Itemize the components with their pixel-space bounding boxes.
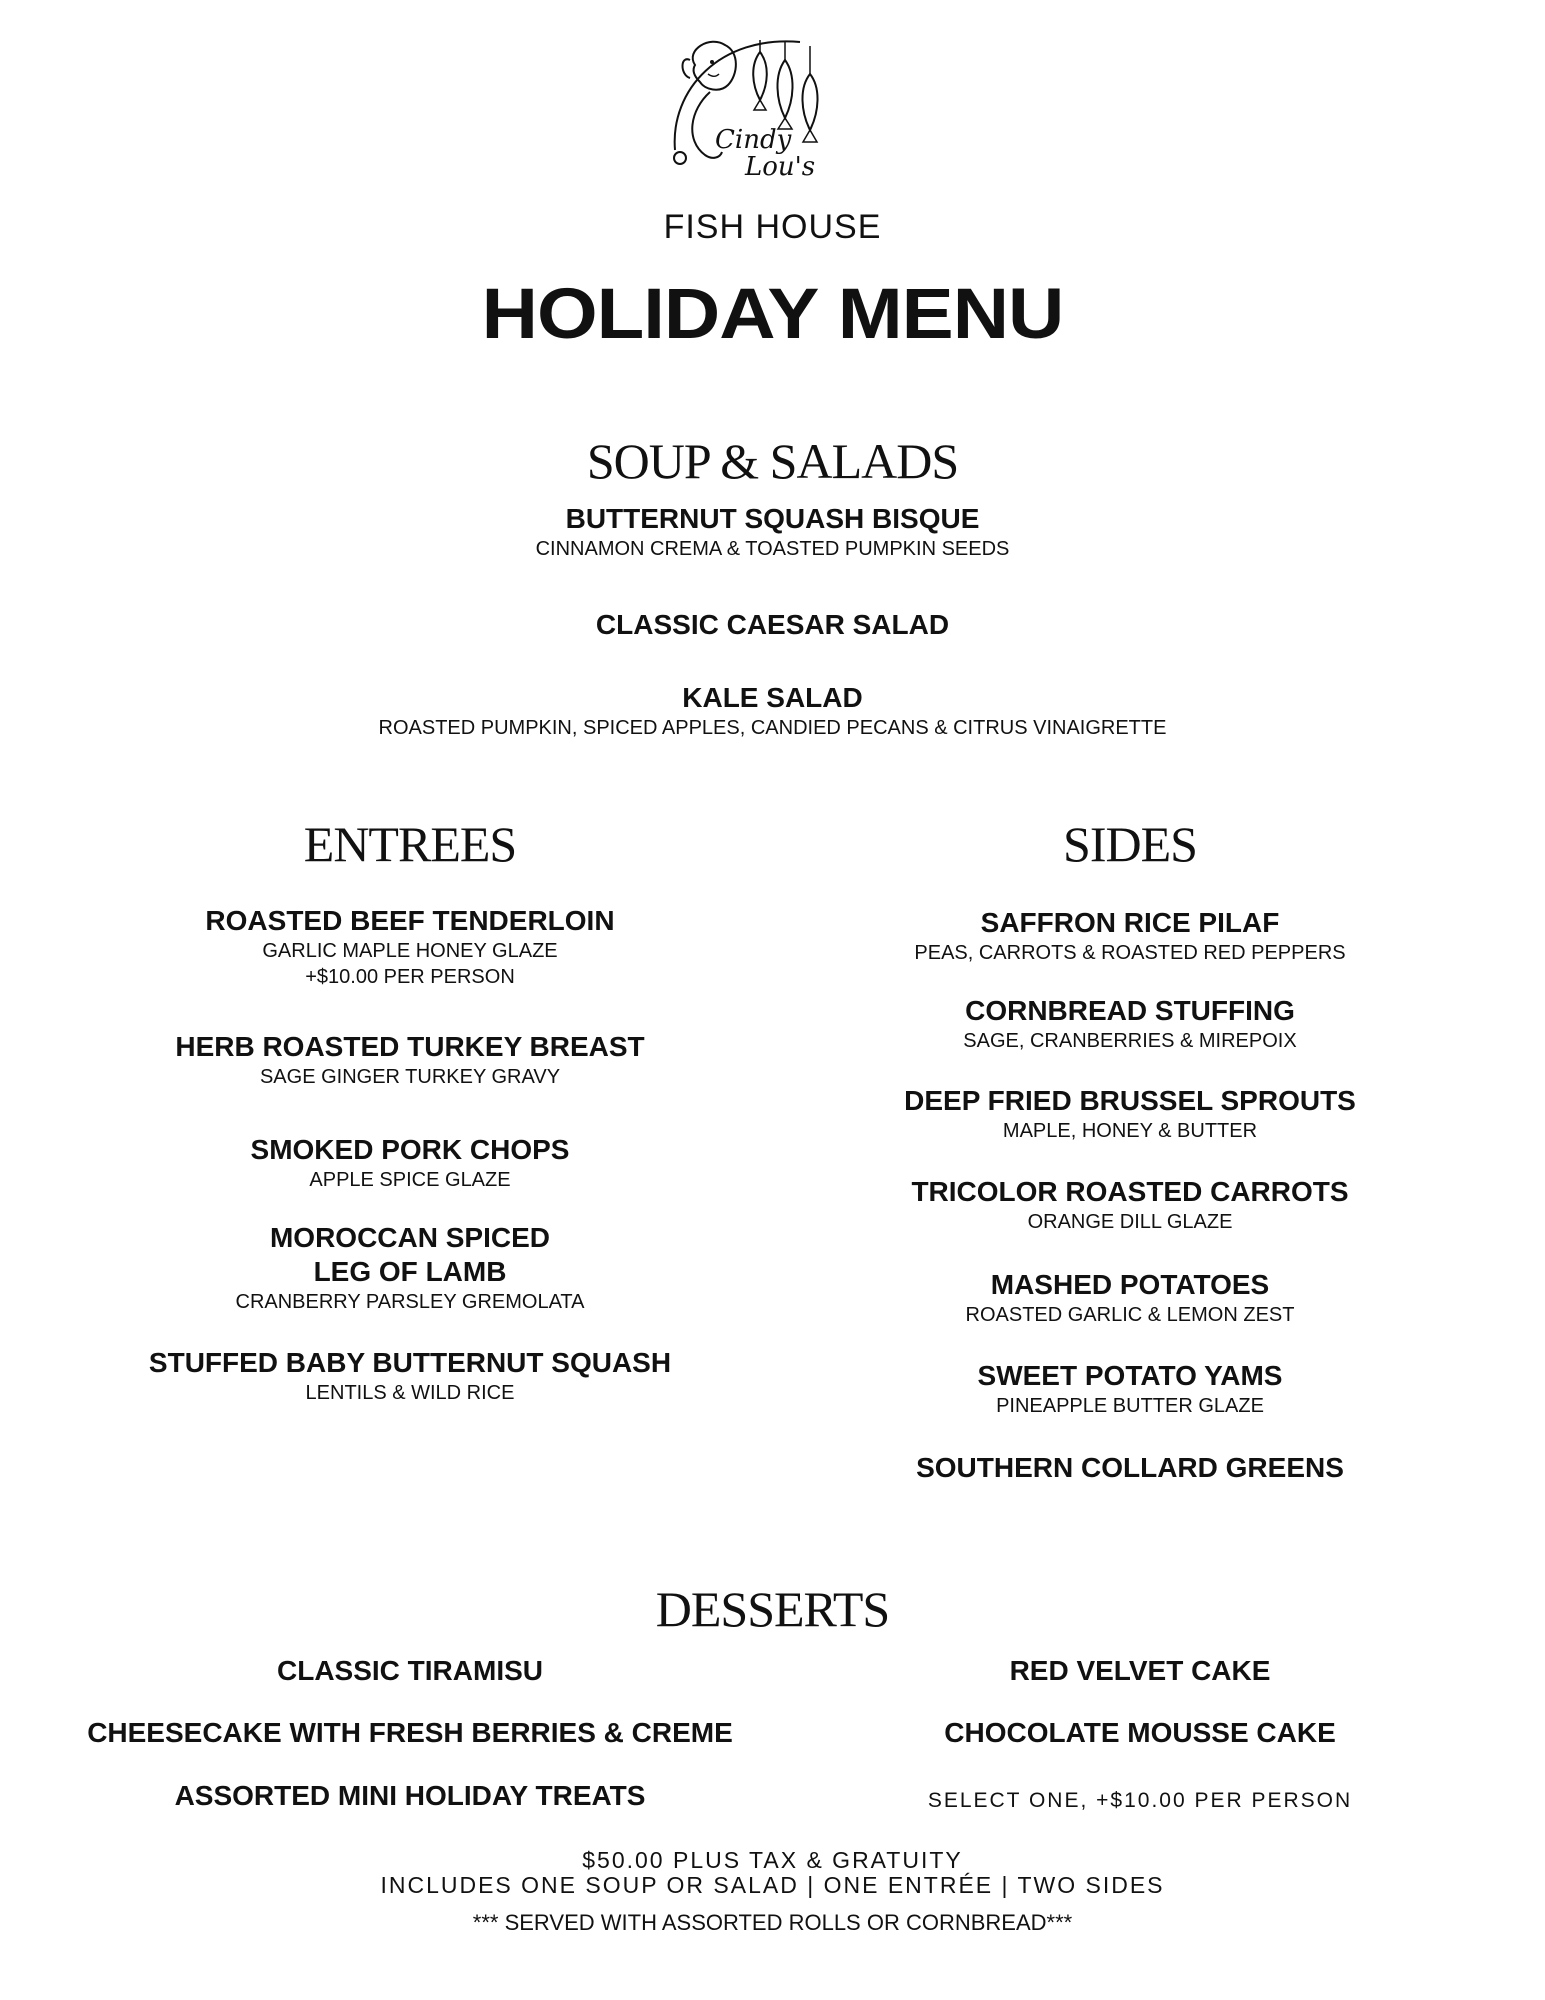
- brand-name: FISH HOUSE: [663, 208, 882, 246]
- item-name: SMOKED PORK CHOPS: [250, 1134, 570, 1165]
- dessert-item: [40, 1654, 780, 1688]
- served-with-line: *** SERVED WITH ASSORTED ROLLS OR CORNBREAD***: [472, 1910, 1073, 1935]
- item-desc: GARLIC MAPLE HONEY GLAZE: [262, 940, 558, 962]
- dessert-select-note: SELECT ONE, +$10.00 PER PERSON: [927, 1789, 1353, 1812]
- menu-item: [830, 1359, 1430, 1419]
- menu-item: [110, 1221, 710, 1315]
- menu-item: [830, 1175, 1430, 1235]
- item-name: TRICOLOR ROASTED CARROTS: [911, 1176, 1349, 1207]
- includes-line: INCLUDES ONE SOUP OR SALAD | ONE ENTRÉE | TWO SIDES: [380, 1872, 1165, 1898]
- item-name: HERB ROASTED TURKEY BREAST: [175, 1031, 645, 1062]
- item-desc: MAPLE, HONEY & BUTTER: [1002, 1120, 1258, 1142]
- item-name: CHEESECAKE WITH FRESH BERRIES & CREME: [87, 1717, 733, 1748]
- menu-item: [0, 502, 1545, 562]
- item-desc: ORANGE DILL GLAZE: [1027, 1211, 1233, 1233]
- svg-text:Lou's: Lou's: [745, 152, 816, 180]
- page-title: HOLIDAY MENU: [481, 272, 1064, 354]
- item-name: BUTTERNUT SQUASH BISQUE: [565, 503, 980, 534]
- menu-item: [830, 906, 1430, 966]
- menu-item: [830, 1268, 1430, 1328]
- item-desc: LENTILS & WILD RICE: [305, 1382, 515, 1404]
- item-name: ROASTED BEEF TENDERLOIN: [205, 905, 615, 936]
- item-price-note: +$10.00 PER PERSON: [305, 966, 515, 988]
- sides-heading: SIDES: [1063, 816, 1197, 872]
- item-name-line1: MOROCCAN SPICED: [269, 1222, 550, 1253]
- dessert-item: [840, 1654, 1440, 1688]
- menu-item: [830, 994, 1430, 1054]
- svg-text:Cindy: Cindy: [715, 125, 792, 155]
- menu-item: [0, 681, 1545, 741]
- item-desc: APPLE SPICE GLAZE: [309, 1169, 511, 1191]
- item-desc: SAGE, CRANBERRIES & MIREPOIX: [963, 1030, 1297, 1052]
- dessert-item: [40, 1716, 780, 1750]
- menu-item: [830, 1084, 1430, 1144]
- item-desc: ROASTED PUMPKIN, SPICED APPLES, CANDIED PECANS & CITRUS VINAIGRETTE: [378, 717, 1167, 739]
- menu-item: [110, 904, 710, 990]
- item-name: MASHED POTATOES: [990, 1269, 1270, 1300]
- item-desc: CRANBERRY PARSLEY GREMOLATA: [235, 1291, 585, 1313]
- item-name-line2: LEG OF LAMB: [313, 1256, 507, 1287]
- item-name: CORNBREAD STUFFING: [965, 995, 1295, 1026]
- menu-item: [0, 608, 1545, 642]
- item-name: SAFFRON RICE PILAF: [980, 907, 1280, 938]
- item-name: KALE SALAD: [682, 682, 863, 713]
- item-desc: PEAS, CARROTS & ROASTED RED PEPPERS: [914, 942, 1346, 964]
- menu-item: [110, 1133, 710, 1193]
- desserts-heading: DESSERTS: [655, 1581, 890, 1637]
- item-name: CLASSIC CAESAR SALAD: [595, 609, 950, 640]
- dessert-item: [40, 1779, 780, 1813]
- menu-item: [110, 1346, 710, 1406]
- item-name: DEEP FRIED BRUSSEL SPROUTS: [904, 1085, 1356, 1116]
- item-name: ASSORTED MINI HOLIDAY TREATS: [174, 1780, 646, 1811]
- item-name: RED VELVET CAKE: [1009, 1655, 1271, 1686]
- item-desc: CINNAMON CREMA & TOASTED PUMPKIN SEEDS: [535, 538, 1010, 560]
- item-desc: PINEAPPLE BUTTER GLAZE: [996, 1395, 1264, 1417]
- item-name: CHOCOLATE MOUSSE CAKE: [944, 1717, 1336, 1748]
- item-name: CLASSIC TIRAMISU: [277, 1655, 543, 1686]
- item-name: SWEET POTATO YAMS: [977, 1360, 1283, 1391]
- menu-item: [830, 1451, 1430, 1485]
- dessert-item: [840, 1716, 1440, 1750]
- cindy-lous-logo: [650, 30, 890, 180]
- soup-salads-heading: SOUP & SALADS: [586, 433, 959, 489]
- entrees-heading: ENTREES: [303, 816, 517, 872]
- item-name: STUFFED BABY BUTTERNUT SQUASH: [148, 1347, 672, 1378]
- item-desc: ROASTED GARLIC & LEMON ZEST: [965, 1304, 1295, 1326]
- price-line: $50.00 PLUS TAX & GRATUITY: [582, 1847, 963, 1873]
- item-desc: SAGE GINGER TURKEY GRAVY: [259, 1066, 561, 1088]
- menu-item: [110, 1030, 710, 1090]
- item-name: SOUTHERN COLLARD GREENS: [916, 1452, 1344, 1483]
